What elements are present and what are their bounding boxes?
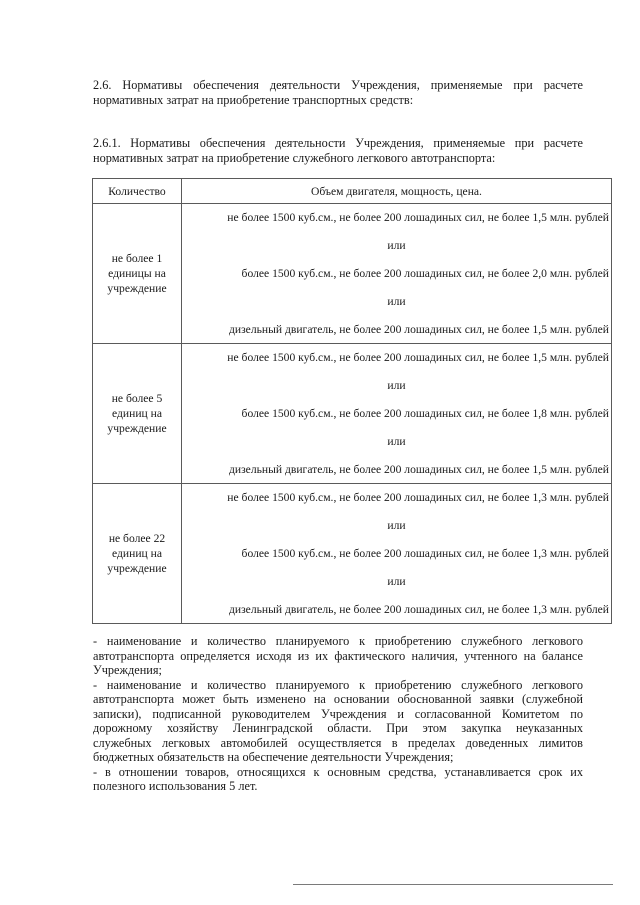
or-separator: или — [387, 519, 406, 533]
quantity-cell — [93, 344, 182, 484]
quantity-line: учреждение — [107, 282, 167, 295]
note-line: - наименование и количество планируемого к приобретению служебного легкового — [93, 634, 583, 648]
quantity-cell — [93, 204, 182, 344]
note-line: автотранспорта может быть изменено на основании обоснованной заявки (служебной — [93, 692, 583, 706]
note-line: автотранспорта определяется исходя из их фактического наличия, учтенного на балансе — [93, 648, 583, 663]
table-row — [93, 344, 612, 484]
header-engine-specs: Объем двигателя, мощность, цена. — [182, 179, 612, 204]
or-separator: или — [387, 294, 406, 308]
note-line: - в отношении товаров, относящихся к основным средства, устанавливается срок их — [93, 764, 583, 779]
or-separator: или — [387, 379, 406, 393]
spec-option: дизельный двигатель, не более 200 лошадиных сил, не более 1,3 млн. рублей — [228, 602, 609, 616]
quantity-line: не более 22 — [108, 532, 166, 545]
note-line: записки), подписанной руководителем Учреждения и согласованной Комитетом по — [93, 706, 583, 721]
spec-option: более 1500 куб.см., не более 200 лошадиных сил, не более 2,0 млн. рублей — [241, 266, 609, 280]
quantity-line: единиц на — [112, 407, 162, 420]
spec-option: более 1500 куб.см., не более 200 лошадиных сил, не более 1,8 млн. рублей — [241, 406, 609, 420]
section-2-6-line-1: 2.6. Нормативы обеспечения деятельности Учреждения, применяемые при расчете — [93, 78, 583, 92]
quantity-line: единицы на — [108, 267, 166, 280]
vehicle-norms-table — [92, 178, 612, 624]
quantity-line: единиц на — [112, 547, 162, 560]
note-line: - наименование и количество планируемого к приобретению служебного легкового — [93, 677, 583, 692]
spec-option: дизельный двигатель, не более 200 лошадиных сил, не более 1,5 млн. рублей — [228, 322, 609, 336]
or-separator: или — [387, 574, 406, 588]
quantity-cell — [93, 484, 182, 624]
quantity-line: не более 5 — [111, 392, 163, 405]
quantity-line: учреждение — [107, 422, 167, 435]
section-2-6-1-line-2: нормативных затрат на приобретение служебного легкового автотранспорта: — [93, 150, 496, 165]
table-header-row — [93, 179, 612, 204]
note-line: дорожному хозяйству Ленинградской области. При этом закупка неуказанных — [93, 721, 583, 735]
note-line: Учреждения; — [93, 663, 162, 677]
specs-cell — [182, 344, 612, 484]
table-row — [93, 204, 612, 344]
header-quantity: Количество — [93, 179, 182, 204]
spec-option: дизельный двигатель, не более 200 лошадиных сил, не более 1,5 млн. рублей — [228, 462, 609, 476]
or-separator: или — [387, 434, 406, 448]
quantity-line: не более 1 — [111, 252, 163, 265]
note-line: полезного использования 5 лет. — [93, 779, 258, 793]
quantity-line: учреждение — [107, 562, 167, 575]
bottom-rule-divider — [293, 884, 613, 885]
section-2-6-line-2: нормативных затрат на приобретение транспортных средств: — [93, 92, 414, 107]
section-2-6-1-line-1: 2.6.1. Нормативы обеспечения деятельности Учреждения, применяемые при расчете — [93, 136, 583, 150]
specs-cell — [182, 204, 612, 344]
note-line: служебных легковых автомобилей осуществляется в пределах доведенных лимитов — [93, 735, 583, 750]
notes-paragraph — [93, 634, 583, 794]
spec-option: не более 1500 куб.см., не более 200 лошадиных сил, не более 1,3 млн. рублей — [227, 491, 609, 505]
note-line: бюджетных обязательств на обеспечение деятельности Учреждения; — [93, 750, 454, 764]
section-2-6-paragraph — [93, 78, 583, 107]
table-row — [93, 484, 612, 624]
or-separator: или — [387, 239, 406, 253]
spec-option: не более 1500 куб.см., не более 200 лошадиных сил, не более 1,5 млн. рублей — [227, 211, 609, 225]
specs-cell — [182, 484, 612, 624]
spec-option: не более 1500 куб.см., не более 200 лошадиных сил, не более 1,5 млн. рублей — [227, 351, 609, 365]
spec-option: более 1500 куб.см., не более 200 лошадиных сил, не более 1,3 млн. рублей — [241, 546, 609, 560]
section-2-6-1-paragraph — [93, 136, 583, 165]
